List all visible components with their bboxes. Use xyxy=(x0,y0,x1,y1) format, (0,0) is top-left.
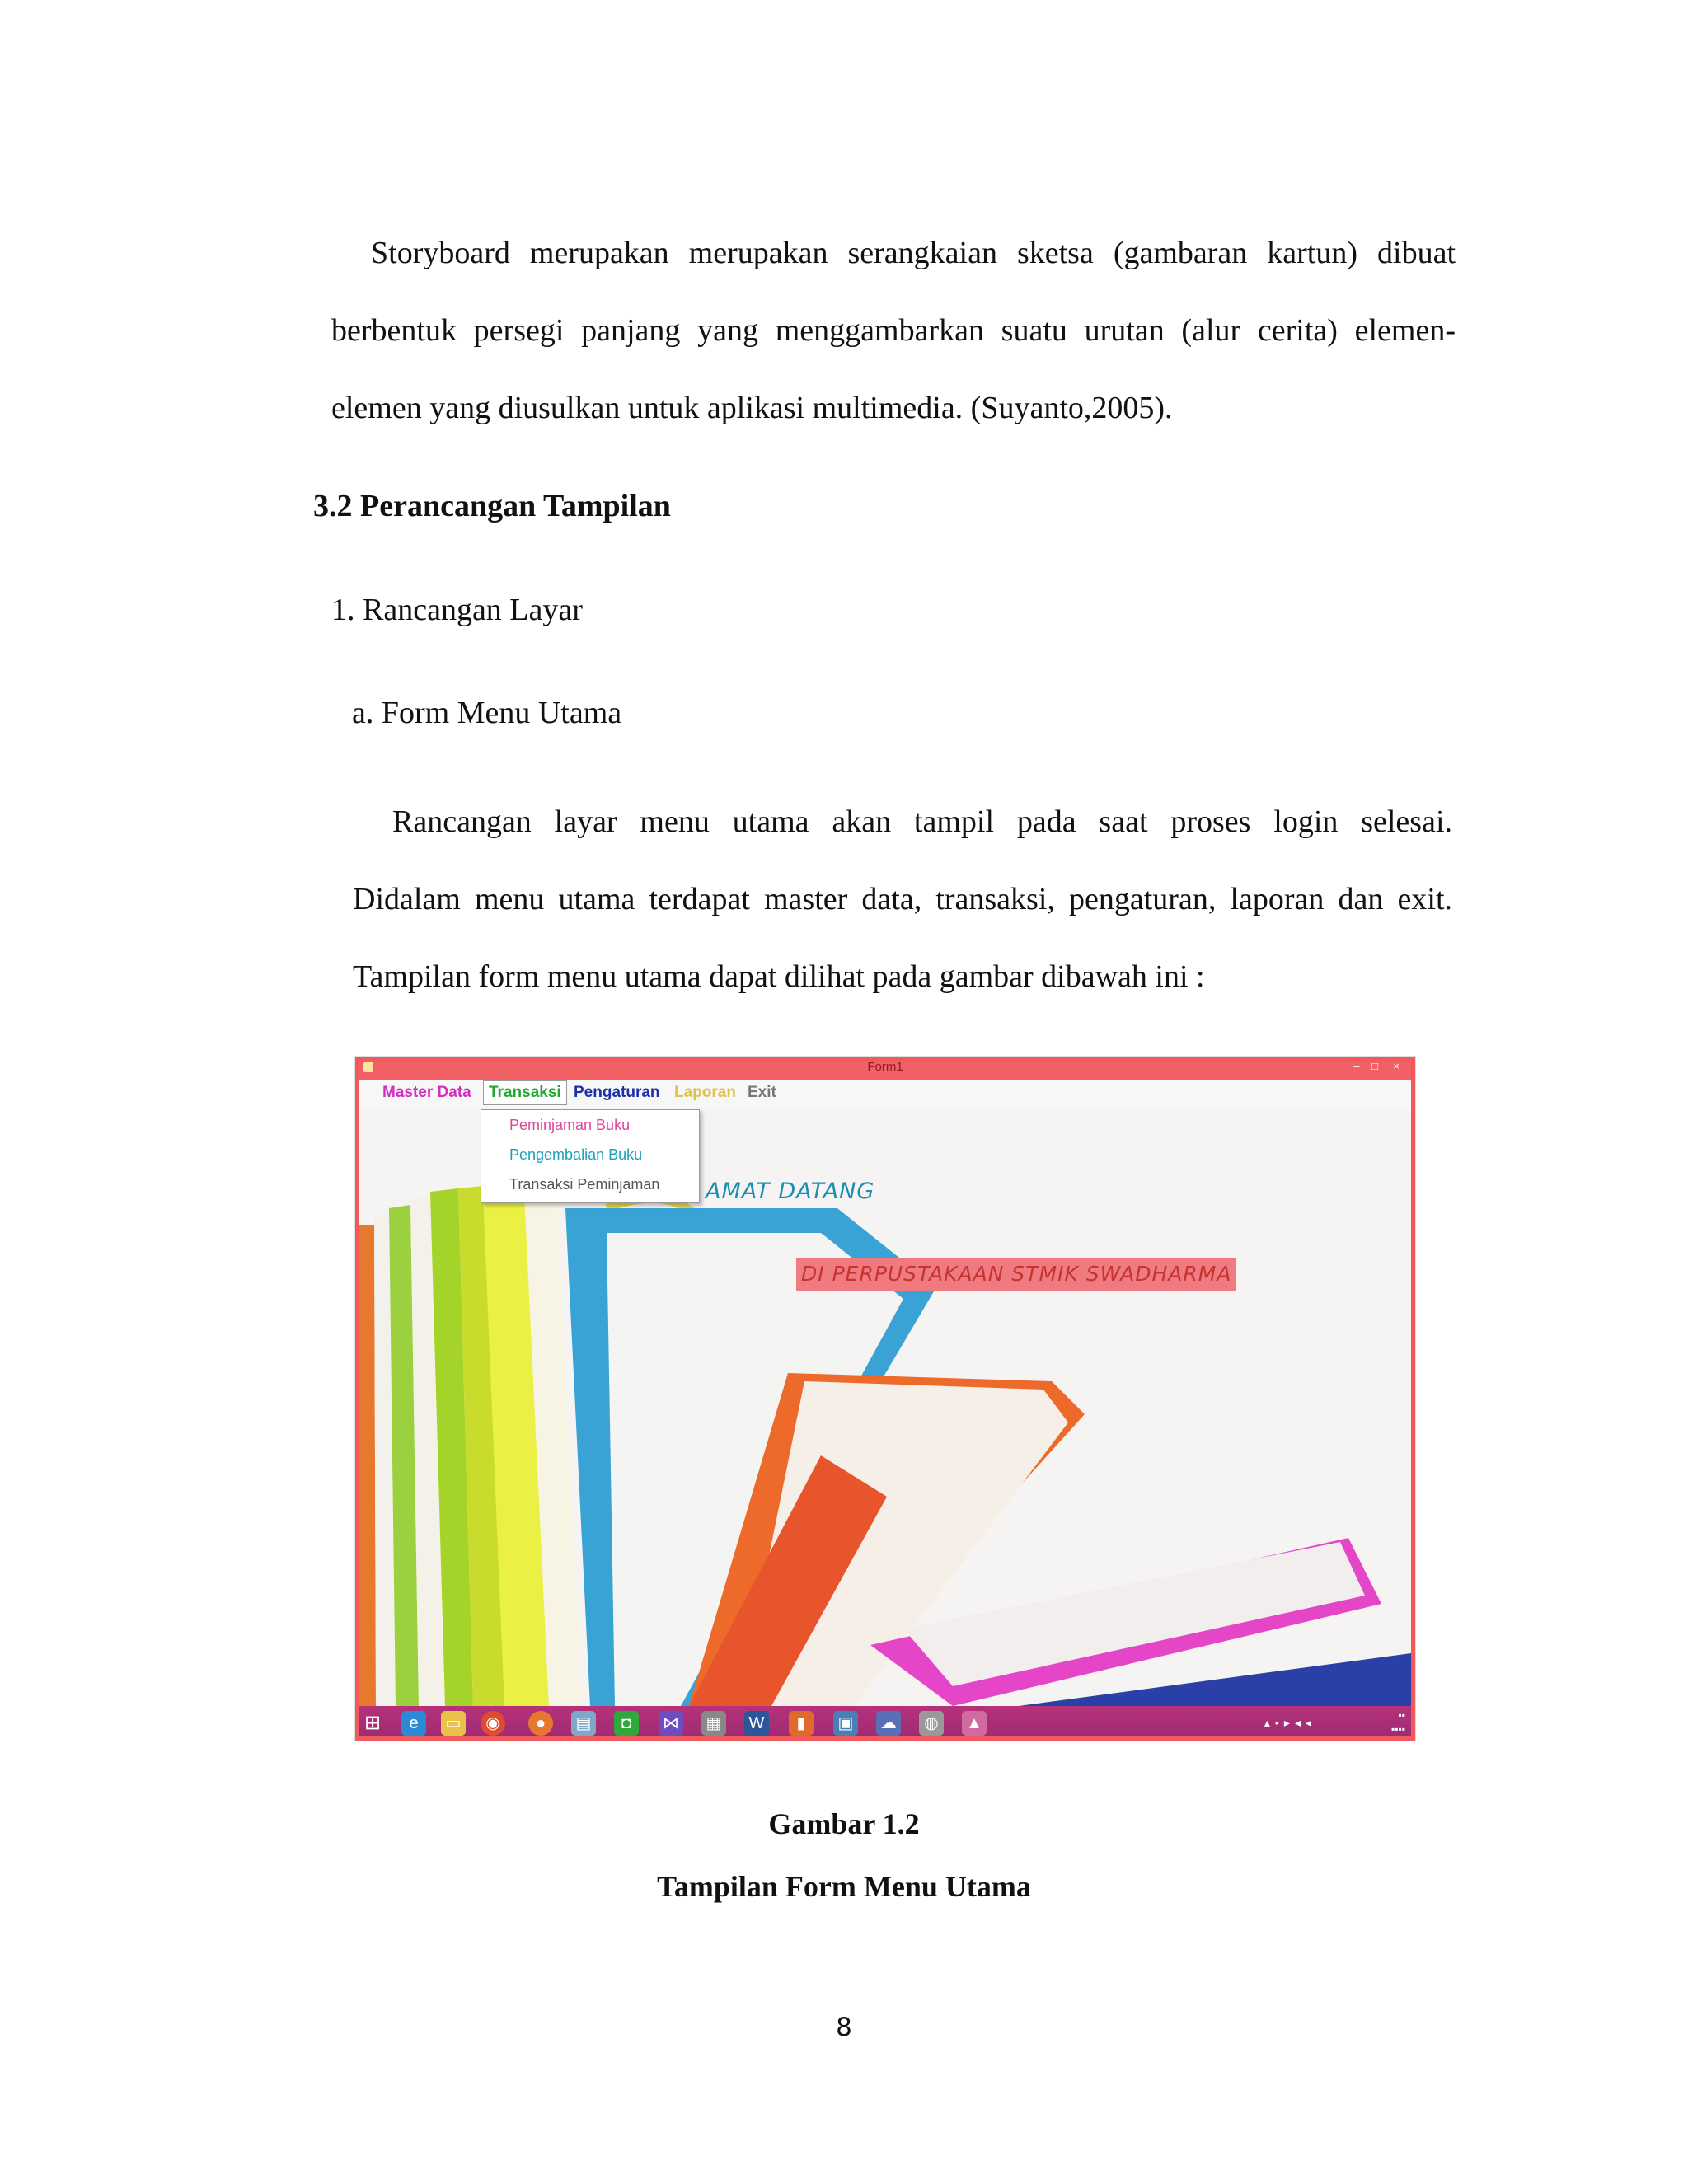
text-line: Tampilan form menu utama dapat dilihat pada gambar dibawah ini : xyxy=(353,959,1205,994)
app-icon[interactable]: ▣ xyxy=(833,1711,858,1736)
menu-exit[interactable]: Exit xyxy=(748,1084,776,1101)
windows-start-icon[interactable]: ⊞ xyxy=(363,1712,382,1734)
app-icon[interactable]: ▮ xyxy=(789,1711,814,1736)
transaksi-dropdown xyxy=(481,1109,700,1203)
minimize-icon[interactable]: – xyxy=(1353,1060,1360,1072)
windows-taskbar xyxy=(355,1706,1415,1741)
close-icon[interactable]: × xyxy=(1393,1060,1400,1072)
window-titlebar xyxy=(355,1057,1415,1080)
app-icon[interactable]: ☁ xyxy=(876,1711,901,1736)
text-line: Didalam menu utama terdapat master data, transaksi, pengaturan, laporan dan exit. xyxy=(353,882,1452,916)
menu-transaksi[interactable]: Transaksi xyxy=(483,1080,567,1105)
vs-icon[interactable]: ⋈ xyxy=(659,1711,683,1736)
paragraph-storyboard xyxy=(331,214,1456,447)
menu-bar xyxy=(359,1080,1411,1109)
menu-laporan[interactable]: Laporan xyxy=(674,1084,736,1101)
app-icon[interactable]: ▤ xyxy=(571,1711,596,1736)
subheading-rancangan-layar: 1. Rancangan Layar xyxy=(331,593,583,627)
welcome-banner: AMAT DATANG xyxy=(706,1179,875,1204)
clock-icon: ▪▪ ▪▪▪▪ xyxy=(1390,1709,1405,1735)
form-menu-utama-screenshot xyxy=(355,1057,1415,1741)
calculator-icon[interactable]: ▦ xyxy=(701,1711,726,1736)
section-heading: 3.2 Perancangan Tampilan xyxy=(313,489,671,523)
app-icon[interactable]: ▲ xyxy=(962,1711,987,1736)
form-icon xyxy=(363,1062,373,1072)
paragraph-rancangan xyxy=(353,783,1452,1015)
menu-peminjaman-buku[interactable]: Peminjaman Buku xyxy=(509,1117,631,1133)
text-line: Rancangan layar menu utama akan tampil pada saat proses login selesai. xyxy=(392,804,1452,839)
app-icon[interactable]: ◍ xyxy=(919,1711,944,1736)
menu-master-data[interactable]: Master Data xyxy=(382,1084,471,1101)
menu-pengaturan[interactable]: Pengaturan xyxy=(574,1084,660,1101)
text-line: elemen yang diusulkan untuk aplikasi multimedia. (Suyanto,2005). xyxy=(331,391,1173,425)
library-banner: DI PERPUSTAKAAN STMIK SWADHARMA xyxy=(796,1258,1236,1291)
maximize-icon[interactable]: □ xyxy=(1372,1060,1378,1072)
figure-title: Tampilan Form Menu Utama xyxy=(657,1870,1031,1903)
explorer-icon[interactable]: ▭ xyxy=(441,1711,466,1736)
system-tray-icons[interactable]: ▴▪▸◂◂ xyxy=(1264,1716,1316,1729)
firefox-icon[interactable]: ● xyxy=(528,1711,553,1736)
figure-number: Gambar 1.2 xyxy=(768,1807,920,1840)
evernote-icon[interactable]: ◘ xyxy=(614,1711,639,1736)
window-title: Form1 xyxy=(867,1060,903,1074)
subheading-form-menu-utama: a. Form Menu Utama xyxy=(352,696,622,730)
ie-icon[interactable]: e xyxy=(401,1711,426,1736)
menu-pengembalian-buku[interactable]: Pengembalian Buku xyxy=(509,1146,643,1163)
text-line: berbentuk persegi panjang yang menggambarkan suatu urutan (alur cerita) elemen- xyxy=(331,313,1456,348)
page-number: 8 xyxy=(836,2013,852,2042)
menu-transaksi-peminjaman[interactable]: Transaksi Peminjaman xyxy=(509,1176,660,1193)
chrome-icon[interactable]: ◉ xyxy=(481,1711,505,1736)
word-icon[interactable]: W xyxy=(744,1711,769,1736)
text-line: Storyboard merupakan merupakan serangkaian sketsa (gambaran kartun) dibuat xyxy=(371,236,1456,270)
